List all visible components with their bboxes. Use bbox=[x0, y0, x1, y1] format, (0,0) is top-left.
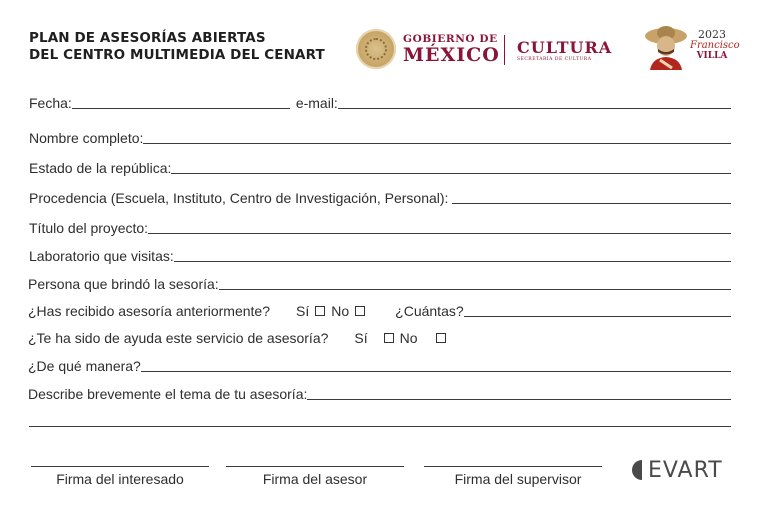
laboratorio-field[interactable] bbox=[174, 261, 731, 262]
row-recibido bbox=[28, 302, 731, 320]
describe-field[interactable] bbox=[307, 399, 731, 400]
recibido-no-label: No bbox=[331, 303, 350, 319]
recibido-si-checkbox[interactable] bbox=[315, 306, 325, 316]
nombre-label: Nombre completo: bbox=[29, 130, 144, 146]
nombre-field[interactable] bbox=[143, 143, 731, 144]
describe-label: Describe brevemente el tema de tu asesoría: bbox=[28, 386, 308, 402]
persona-label: Persona que brindó la sesoría: bbox=[28, 276, 219, 292]
signature-label-asesor: Firma del asesor bbox=[262, 471, 368, 487]
villa-portrait-icon bbox=[644, 24, 694, 70]
villa-name: Francisco bbox=[690, 40, 740, 51]
mexico-seal-icon bbox=[356, 29, 396, 69]
recibido-no-checkbox[interactable] bbox=[355, 306, 365, 316]
form-title bbox=[29, 30, 325, 64]
signature-label-supervisor: Firma del supervisor bbox=[454, 471, 582, 487]
villa-year: 2023 bbox=[698, 28, 726, 41]
villa-2023-logo bbox=[690, 28, 740, 62]
signature-line-supervisor[interactable] bbox=[424, 466, 602, 467]
villa-surname: VILLA bbox=[696, 51, 728, 61]
cenart-half-circle-icon bbox=[632, 460, 644, 480]
ayuda-si-label: Sí bbox=[354, 330, 368, 346]
ayuda-si-checkbox[interactable] bbox=[384, 333, 394, 343]
procedencia-label: Procedencia (Escuela, Instituto, Centro de Investigación, Personal): bbox=[29, 190, 449, 206]
estado-label: Estado de la república: bbox=[29, 160, 172, 176]
gobierno-logo bbox=[403, 33, 500, 65]
recibido-label: ¿Has recibido asesoría anteriormente? bbox=[28, 303, 271, 319]
describe-field-extra-line[interactable] bbox=[29, 426, 731, 427]
signature-label-interesado: Firma del interesado bbox=[56, 471, 184, 487]
row-fecha-email bbox=[29, 94, 731, 112]
row-nombre bbox=[29, 129, 731, 147]
signature-line-asesor[interactable] bbox=[226, 466, 404, 467]
cultura-logo bbox=[517, 39, 612, 63]
row-describe bbox=[28, 385, 731, 403]
title-line-1: PLAN DE ASESORÍAS ABIERTAS bbox=[29, 30, 266, 46]
cuantas-field[interactable] bbox=[464, 316, 731, 317]
title-line-2: DEL CENTRO MULTIMEDIA DEL CENART bbox=[29, 47, 325, 63]
cultura-label: CULTURA bbox=[517, 38, 613, 57]
ayuda-no-checkbox[interactable] bbox=[436, 333, 446, 343]
recibido-si-label: Sí bbox=[296, 303, 310, 319]
titulo-label: Título del proyecto: bbox=[29, 220, 149, 236]
row-manera bbox=[28, 357, 731, 375]
estado-field[interactable] bbox=[171, 173, 731, 174]
gobierno-line-1: GOBIERNO DE bbox=[403, 33, 498, 45]
email-field[interactable] bbox=[338, 108, 731, 109]
email-label: e-mail: bbox=[295, 95, 338, 111]
persona-field[interactable] bbox=[219, 289, 731, 290]
ayuda-label: ¿Te ha sido de ayuda este servicio de asesoría? bbox=[28, 330, 329, 346]
logo-divider bbox=[504, 35, 505, 65]
signature-line-interesado[interactable] bbox=[31, 466, 209, 467]
laboratorio-label: Laboratorio que visitas: bbox=[29, 248, 174, 264]
manera-field[interactable] bbox=[141, 371, 731, 372]
cenart-logo-text: EVART bbox=[648, 457, 723, 483]
gobierno-line-2: MÉXICO bbox=[403, 44, 500, 66]
cuantas-label: ¿Cuántas? bbox=[395, 303, 464, 319]
manera-label: ¿De qué manera? bbox=[28, 358, 141, 374]
ayuda-no-label: No bbox=[399, 330, 418, 346]
titulo-field[interactable] bbox=[148, 233, 731, 234]
cenart-logo bbox=[632, 458, 723, 482]
procedencia-field[interactable] bbox=[452, 203, 731, 204]
row-persona bbox=[28, 275, 731, 293]
fecha-label: Fecha: bbox=[29, 95, 72, 111]
row-procedencia bbox=[29, 189, 731, 207]
row-ayuda bbox=[28, 329, 731, 347]
cultura-sub: SECRETARÍA DE CULTURA bbox=[517, 57, 592, 62]
row-estado bbox=[29, 159, 731, 177]
row-laboratorio bbox=[29, 247, 731, 265]
fecha-field[interactable] bbox=[72, 108, 290, 109]
row-titulo bbox=[29, 219, 731, 237]
